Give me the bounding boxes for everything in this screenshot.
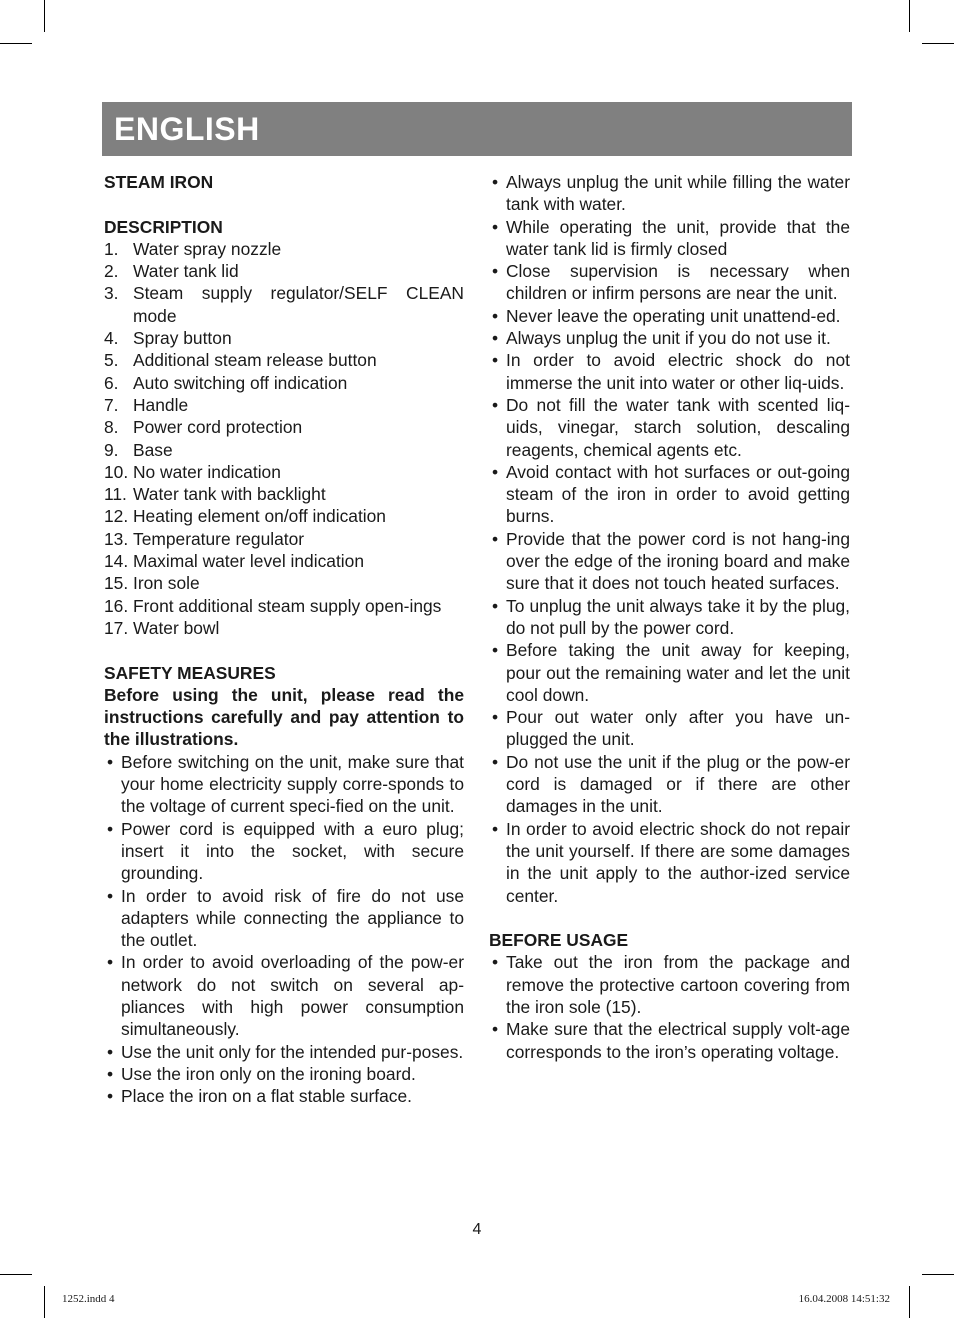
bullet-item — [489, 951, 850, 1018]
bullet-item — [489, 171, 850, 216]
left-column — [104, 171, 464, 1107]
bullet-text: Make sure that the electrical supply volt-age corresponds to the iron’s operating voltage. — [506, 1019, 850, 1062]
item-number: 15. — [104, 573, 129, 594]
item-text: Water spray nozzle — [133, 238, 282, 259]
bullet-marker: • — [107, 885, 114, 906]
bullet-item — [104, 1085, 464, 1107]
item-number: 1. — [104, 238, 119, 259]
bullet-marker: • — [492, 172, 499, 192]
language-banner — [102, 102, 852, 156]
description-item — [104, 439, 464, 461]
safety-list-continued — [489, 171, 850, 907]
item-number: 10. — [104, 461, 129, 482]
right-column — [489, 171, 850, 1063]
item-text: Water tank lid — [133, 261, 239, 282]
bullet-marker: • — [492, 350, 499, 371]
bullet-item — [489, 595, 850, 640]
safety-list — [104, 751, 464, 1108]
before-usage-list — [489, 951, 850, 1062]
description-item — [104, 282, 464, 327]
product-title: STEAM IRON — [104, 172, 214, 192]
description-item — [104, 260, 464, 282]
item-number: 13. — [104, 528, 129, 549]
item-text: Front additional steam supply open-ings — [133, 595, 442, 616]
bullet-marker: • — [492, 461, 499, 482]
item-text: Additional steam release button — [133, 350, 377, 371]
bullet-marker: • — [492, 216, 499, 237]
bullet-marker: • — [107, 952, 114, 973]
bullet-marker: • — [492, 595, 499, 616]
description-item — [104, 617, 464, 639]
crop-mark — [0, 43, 32, 44]
bullet-text: In order to avoid risk of fire do not use adapters while connecting the appliance to the outlet. — [121, 885, 464, 951]
bullet-item — [104, 751, 464, 818]
item-text: Iron sole — [133, 573, 200, 594]
footer-timestamp: 16.04.2008 14:51:32 — [798, 1293, 890, 1305]
crop-mark — [909, 0, 910, 32]
item-text: Auto switching off indication — [133, 372, 348, 393]
bullet-item — [104, 818, 464, 885]
bullet-marker: • — [492, 1019, 499, 1040]
bullet-marker: • — [492, 751, 499, 772]
bullet-marker: • — [492, 394, 499, 415]
bullet-item — [489, 1018, 850, 1063]
safety-intro: Before using the unit, please read the instructions carefully and pay attention to the illustrations. — [104, 684, 464, 750]
bullet-text: Before switching on the unit, make sure that your home electricity supply corre-sponds to the voltage of current speci-fied on the unit. — [121, 751, 464, 817]
item-text: Handle — [133, 394, 189, 415]
bullet-item — [489, 706, 850, 751]
bullet-item — [489, 394, 850, 461]
bullet-item — [489, 639, 850, 706]
item-text: Spray button — [133, 328, 232, 349]
bullet-item — [489, 461, 850, 528]
description-item — [104, 483, 464, 505]
bullet-text: Avoid contact with hot surfaces or out-going steam of the iron in order to avoid getting burns. — [506, 461, 850, 527]
item-text: Water tank with backlight — [133, 484, 326, 505]
bullet-item — [489, 305, 850, 327]
description-item — [104, 349, 464, 371]
bullet-marker: • — [492, 305, 499, 326]
item-number: 6. — [104, 372, 119, 393]
item-number: 16. — [104, 595, 129, 616]
item-number: 4. — [104, 328, 119, 349]
bullet-text: Pour out water only after you have un-plugged the unit. — [506, 707, 850, 750]
bullet-text: Use the iron only on the ironing board. — [121, 1063, 416, 1084]
bullet-marker: • — [492, 528, 499, 549]
description-item — [104, 528, 464, 550]
bullet-marker: • — [492, 707, 499, 728]
page-number: 4 — [472, 1221, 482, 1238]
description-item — [104, 238, 464, 260]
bullet-item — [104, 1041, 464, 1063]
bullet-text: Do not fill the water tank with scented liq-uids, vinegar, starch solution, descaling reagents, chemical agents etc. — [506, 394, 850, 460]
footer-file: 1252.indd 4 — [62, 1293, 115, 1305]
bullet-text: Never leave the operating unit unattend-ed. — [506, 305, 841, 326]
bullet-text: In order to avoid electric shock do not repair the unit yourself. If there are some damages in the unit apply to the author-ized service center. — [506, 818, 850, 906]
bullet-marker: • — [492, 818, 499, 839]
item-number: 11. — [104, 484, 127, 505]
bullet-text: Always unplug the unit if you do not use it. — [506, 328, 831, 349]
bullet-marker: • — [492, 328, 499, 349]
description-item — [104, 595, 464, 617]
crop-mark — [909, 1286, 910, 1318]
description-item — [104, 372, 464, 394]
bullet-text: Before taking the unit away for keeping, pour out the remaining water and let the unit cool down. — [506, 640, 850, 705]
bullet-item — [489, 349, 850, 394]
item-text: Maximal water level indication — [133, 551, 365, 572]
bullet-text: In order to avoid electric shock do not immerse the unit into water or other liq-uids. — [506, 350, 850, 393]
bullet-item — [489, 751, 850, 818]
crop-mark — [922, 1274, 954, 1275]
item-number: 17. — [104, 617, 129, 638]
bullet-text: Do not use the unit if the plug or the pow-er cord is damaged or if there are other damages in the unit. — [506, 751, 850, 817]
bullet-marker: • — [107, 751, 114, 772]
item-number: 12. — [104, 506, 129, 527]
description-item — [104, 416, 464, 438]
item-text: Power cord protection — [133, 417, 303, 438]
bullet-marker: • — [107, 1041, 114, 1062]
description-item — [104, 572, 464, 594]
crop-mark — [0, 1274, 32, 1275]
description-item — [104, 505, 464, 527]
before-usage-heading: BEFORE USAGE — [489, 930, 629, 951]
bullet-item — [104, 885, 464, 952]
description-list — [104, 238, 464, 639]
bullet-text: Take out the iron from the package and remove the protective cartoon covering from the iron sole (15). — [506, 952, 850, 1017]
crop-mark — [44, 1286, 45, 1318]
bullet-text: Use the unit only for the intended pur-poses. — [121, 1041, 464, 1062]
item-number: 8. — [104, 417, 119, 438]
item-text: Water bowl — [133, 617, 220, 638]
bullet-text: Close supervision is necessary when children or infirm persons are near the unit. — [506, 261, 850, 304]
bullet-text: Place the iron on a flat stable surface. — [121, 1086, 412, 1107]
bullet-marker: • — [107, 818, 114, 839]
item-text: Steam supply regulator/SELF CLEAN mode — [133, 283, 464, 326]
item-text: Temperature regulator — [133, 528, 305, 549]
bullet-item — [489, 327, 850, 349]
description-item — [104, 461, 464, 483]
item-text: No water indication — [133, 461, 281, 482]
bullet-text: Provide that the power cord is not hang-ing over the edge of the ironing board and make sure that it does not touch heated surfaces. — [506, 528, 850, 594]
bullet-text: Power cord is equipped with a euro plug; insert it into the socket, with secure grounding. — [121, 818, 464, 884]
bullet-item — [104, 951, 464, 1040]
bullet-marker: • — [492, 261, 499, 282]
description-item — [104, 394, 464, 416]
item-number: 5. — [104, 350, 119, 371]
item-number: 7. — [104, 394, 119, 415]
item-number: 3. — [104, 283, 119, 304]
bullet-item — [489, 818, 850, 907]
banner-title: ENGLISH — [114, 111, 260, 147]
bullet-text: In order to avoid overloading of the pow-er network do not switch on several ap-pliances with high power consumption simultaneously. — [121, 952, 464, 1040]
bullet-item — [104, 1063, 464, 1085]
bullet-text: To unplug the unit always take it by the plug, do not pull by the power cord. — [506, 595, 850, 638]
crop-mark — [922, 43, 954, 44]
item-text: Base — [133, 439, 173, 460]
bullet-marker: • — [107, 1086, 114, 1107]
description-item — [104, 327, 464, 349]
item-number: 14. — [104, 551, 129, 572]
item-number: 2. — [104, 261, 119, 282]
bullet-text: Always unplug the unit while filling the water tank with water. — [506, 172, 850, 215]
bullet-marker: • — [492, 952, 499, 973]
bullet-marker: • — [107, 1063, 114, 1084]
crop-mark — [44, 0, 45, 32]
bullet-text: While operating the unit, provide that the water tank lid is firmly closed — [506, 216, 850, 259]
description-item — [104, 550, 464, 572]
safety-heading: SAFETY MEASURES — [104, 662, 276, 683]
item-number: 9. — [104, 439, 119, 460]
bullet-item — [489, 216, 850, 261]
bullet-marker: • — [492, 640, 499, 661]
bullet-item — [489, 528, 850, 595]
item-text: Heating element on/off indication — [133, 506, 386, 527]
description-heading: DESCRIPTION — [104, 216, 223, 237]
bullet-item — [489, 260, 850, 305]
